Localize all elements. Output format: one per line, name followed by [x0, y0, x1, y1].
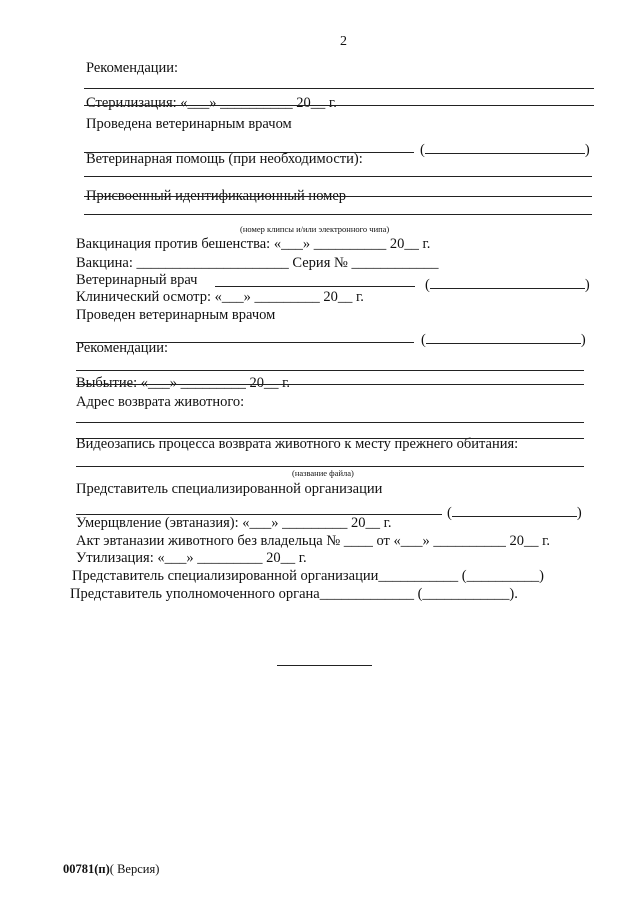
- departure-rule: [76, 384, 584, 385]
- vet-help-line: [84, 176, 592, 177]
- sterilization-vet-label: Проведена ветеринарным врачом: [86, 116, 292, 132]
- page-number: 2: [340, 34, 347, 49]
- sterilization-rule: [84, 105, 594, 106]
- vet-doctor-label: Ветеринарный врач: [76, 272, 198, 288]
- return-address-label: Адрес возврата животного:: [76, 394, 245, 410]
- vaccine-field: Вакцина: _____________________ Серия № ____________: [76, 255, 439, 271]
- org-signature-1: ( ): [447, 505, 582, 521]
- id-number-label: Присвоенный идентификационный номер: [86, 188, 347, 204]
- end-separator: [277, 665, 372, 666]
- return-address-line: [76, 422, 584, 423]
- sterilization-field: Стерилизация: «___» __________ 20__ г.: [86, 95, 337, 111]
- document-code-text: 00781(п): [63, 862, 110, 876]
- video-rule-top: [76, 438, 584, 439]
- recommendations-2-line: [76, 370, 584, 371]
- video-file-line: [76, 466, 584, 467]
- vet-signature-3: ( ): [421, 332, 586, 348]
- id-number-caption: (номер клипсы и/или электронного чипа): [240, 224, 390, 234]
- org-rep-1-label: Представитель специализированной организации: [76, 481, 383, 497]
- recommendations-line: [84, 88, 594, 89]
- file-name-caption: (название файла): [292, 468, 354, 478]
- video-label: Видеозапись процесса возврата животного к месту прежнего обитания:: [76, 436, 519, 452]
- euthanasia-act-field: Акт эвтаназии животного без владельца № ____ от «___» __________ 20__ г.: [76, 533, 551, 549]
- vet-help-label: Ветеринарная помощь (при необходимости):: [86, 151, 363, 167]
- recommendations-2-label: Рекомендации:: [76, 340, 169, 356]
- utilization-field: Утилизация: «___» _________ 20__ г.: [76, 550, 307, 566]
- clinical-exam-field: Клинический осмотр: «___» _________ 20__ г.: [76, 289, 364, 305]
- rabies-vaccination-field: Вакцинация против бешенства: «___» __________ 20__ г.: [76, 236, 431, 252]
- authority-rep-field: Представитель уполномоченного органа_____________ (____________).: [70, 586, 518, 602]
- org-rep-2-field: Представитель специализированной организации___________ (__________): [72, 568, 544, 584]
- document-code: [63, 861, 159, 877]
- departure-field: Выбытие: «___» _________ 20__ г.: [76, 375, 291, 391]
- vet-signature-2: ( ): [425, 277, 590, 293]
- id-number-line-1: [84, 196, 592, 197]
- recommendations-label: Рекомендации:: [86, 60, 179, 76]
- clinical-vet-label: Проведен ветеринарным врачом: [76, 307, 276, 323]
- euthanasia-field: Умерщвление (эвтаназия): «___» _________ 20__ г.: [76, 515, 392, 531]
- vet-doctor-line: [215, 286, 415, 287]
- document-version: ( Версия): [109, 862, 160, 876]
- vet-signature-1: ( ): [420, 142, 590, 158]
- id-number-line-2: [84, 214, 592, 215]
